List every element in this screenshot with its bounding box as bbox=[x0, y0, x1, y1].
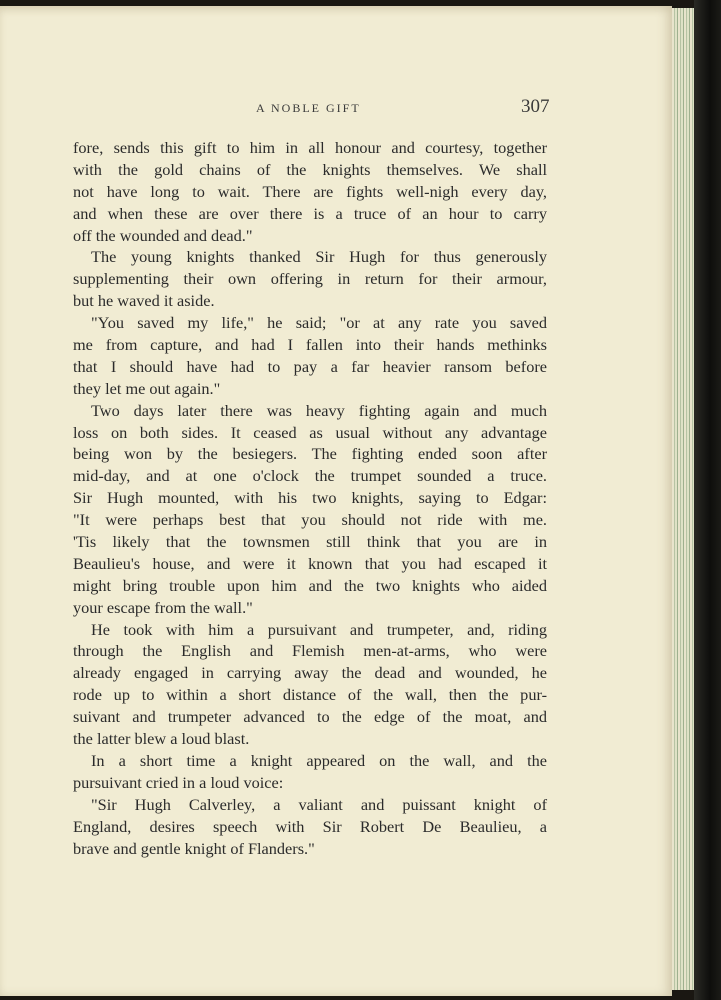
text-line: "You saved my life," he said; "or at any rate you saved bbox=[91, 313, 547, 333]
text-line: that I should have had to pay a far heavier ransom before bbox=[73, 356, 547, 376]
text-line: 'Tis likely that the townsmen still think that you are in bbox=[73, 532, 547, 552]
page-number: 307 bbox=[521, 96, 550, 117]
text-line: pursuivant cried in a loud voice: bbox=[73, 772, 284, 792]
text-line: supplementing their own offering in return for their armour, bbox=[73, 269, 547, 289]
running-title: A NOBLE GIFT bbox=[256, 101, 361, 115]
text-line: and when these are over there is a truce of an hour to carry bbox=[73, 203, 547, 223]
text-line: The young knights thanked Sir Hugh for thus generously bbox=[91, 247, 547, 267]
text-line: being won by the besiegers. The fighting ended soon after bbox=[73, 444, 547, 464]
text-line: England, desires speech with Sir Robert De Beaulieu, a bbox=[73, 816, 547, 836]
text-line: Beaulieu's house, and were it known that you had escaped it bbox=[73, 553, 547, 573]
text-line: He took with him a pursuivant and trumpeter, and, riding bbox=[91, 619, 547, 639]
text-line: loss on both sides. It ceased as usual without any advantage bbox=[73, 422, 547, 442]
text-line: your escape from the wall." bbox=[73, 597, 253, 617]
text-line: with the gold chains of the knights themselves. We shall bbox=[73, 159, 547, 179]
text-line: "Sir Hugh Calverley, a valiant and puissant knight of bbox=[91, 794, 547, 814]
text-line: me from capture, and had I fallen into their hands methinks bbox=[73, 335, 547, 355]
text-line: not have long to wait. There are fights well-nigh every day, bbox=[73, 181, 547, 201]
text-line: Two days later there was heavy fighting again and much bbox=[91, 400, 547, 420]
text-line: but he waved it aside. bbox=[73, 291, 215, 311]
text-line: Sir Hugh mounted, with his two knights, saying to Edgar: bbox=[73, 488, 547, 508]
book-page bbox=[0, 6, 672, 996]
body-text bbox=[73, 137, 547, 859]
text-line: through the English and Flemish men-at-arms, who were bbox=[73, 641, 547, 661]
page-header bbox=[0, 96, 672, 120]
text-line: In a short time a knight appeared on the wall, and the bbox=[91, 750, 547, 770]
text-line: rode up to within a short distance of the wall, then the pur- bbox=[73, 685, 547, 705]
text-line: suivant and trumpeter advanced to the edge of the moat, and bbox=[73, 707, 547, 727]
text-line: fore, sends this gift to him in all honour and courtesy, together bbox=[73, 138, 547, 157]
text-line: brave and gentle knight of Flanders." bbox=[73, 838, 315, 858]
book-binding bbox=[694, 0, 721, 1000]
text-line: the latter blew a loud blast. bbox=[73, 729, 250, 749]
text-line: might bring trouble upon him and the two knights who aided bbox=[73, 575, 547, 595]
text-line: "It were perhaps best that you should not ride with me. bbox=[73, 510, 547, 530]
text-line: they let me out again." bbox=[73, 378, 221, 398]
text-line: off the wounded and dead." bbox=[73, 225, 253, 245]
text-line: mid-day, and at one o'clock the trumpet sounded a truce. bbox=[73, 466, 547, 486]
text-line: already engaged in carrying away the dead and wounded, he bbox=[73, 663, 547, 683]
